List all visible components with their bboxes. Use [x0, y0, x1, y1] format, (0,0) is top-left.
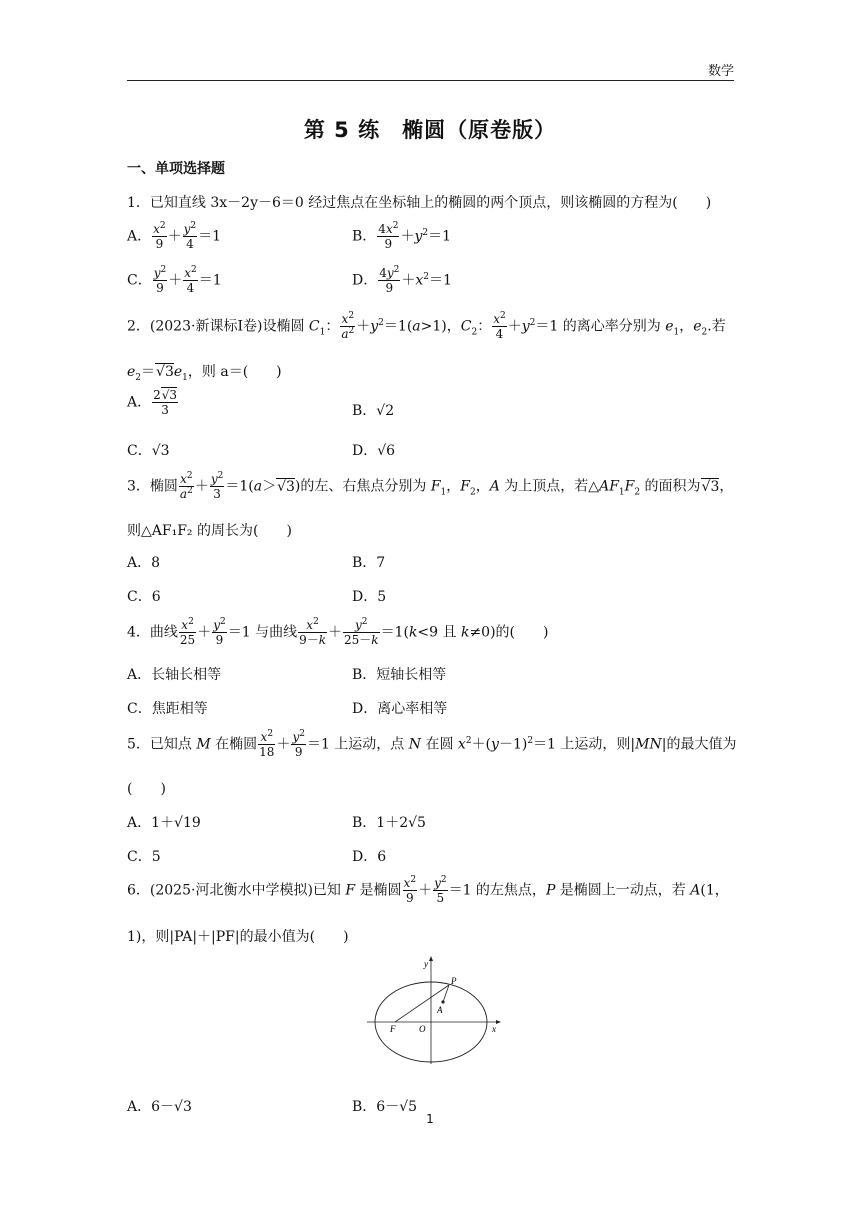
q5-option-d: D．6: [352, 849, 387, 865]
q4-option-d: D．离心率相等: [352, 701, 448, 717]
page-title: 第 5 练 椭圆（原卷版）: [303, 118, 557, 142]
q6-option-b: B．6－√5: [352, 1099, 418, 1115]
q1-option-b: B． $\frac{4x^2}{9}$ $+y^2=1$: [352, 221, 452, 251]
q2-stem-line2: $e_2=√$ $3e_1$，则 a＝( ): [127, 361, 282, 381]
q1-option-d: D． $\frac{4y^2}{9}$ $+x^2=1$: [352, 265, 452, 295]
q2-option-a: A． $\frac{2√ 3}{3}$: [127, 388, 179, 417]
q5-stem: 5．已知点 M 在椭圆 $\frac{x^2}{18}$ ＋ $\frac{y^2}{9}$ ＝1 上运动，点 N 在圆 $x^2+(y-1)^2=1$ 上运动，则|MN|的最大值为: [127, 729, 737, 759]
q4-option-b: B．短轴长相等: [352, 667, 447, 683]
label-f: F: [390, 1024, 396, 1034]
q1-stem: 1．已知直线 3x－2y－6＝0 经过焦点在坐标轴上的椭圆的两个顶点，则该椭圆的方程为( ): [127, 195, 712, 211]
q2-option-d: D．√6: [352, 443, 396, 459]
header-rule: [127, 80, 734, 81]
q5-option-b: B．1＋2√5: [352, 815, 426, 831]
q3-option-d: D．5: [352, 589, 387, 605]
q5-stem-line2: ( ): [127, 781, 166, 797]
q3-stem: 3．椭圆 $\frac{x^2}{a^2}$ ＋ $\frac{y^2}{3}$ ＝1(a＞√ 3)的左、右焦点分别为 $F_1$，$F_2$，A 为上顶点，若$\triangle AF_1F_2$ 的面积为√ 3，: [127, 472, 733, 501]
q4-option-a: A．长轴长相等: [127, 667, 222, 683]
q4-option-c: C．焦距相等: [127, 701, 208, 717]
page-number: 1: [426, 1112, 434, 1126]
q1-option-c: C． $\frac{y^2}{9}$ ＋ $\frac{x^2}{4}$ ＝1: [127, 265, 222, 295]
q2-stem: 2．(2023·新课标Ⅰ卷)设椭圆 $C_1$： $\frac{x^2}{a^2}$ $+y^2=1(a>1)$，$C_2$： $\frac{x^2}{4}$ $+y^2=1$ 的离心率分别为 $e_1$，$e_2$.若: [127, 311, 726, 341]
label-o: O: [419, 1024, 426, 1034]
label-x: x: [492, 1024, 496, 1034]
q3-option-c: C．6: [127, 589, 161, 605]
label-y: y: [424, 959, 428, 969]
header-subject: 数学: [707, 64, 734, 79]
q3-option-b: B．7: [352, 555, 386, 571]
q5-option-c: C．5: [127, 849, 161, 865]
q6-option-a: A．6－√3: [127, 1099, 192, 1115]
section-heading: 一、单项选择题: [127, 161, 225, 177]
q2-option-b: B．√2: [352, 403, 395, 419]
q6-stem: 6．(2025·河北衡水中学模拟)已知 F 是椭圆 $\frac{x^2}{9}$ ＋ $\frac{y^2}{5}$ ＝1 的左焦点，P 是椭圆上一动点，若 A(1，: [127, 875, 729, 905]
q6-stem-line2: 1)，则|PA|＋|PF|的最小值为( ): [127, 929, 349, 945]
label-a: A: [437, 1005, 443, 1015]
q3-option-a: A．8: [127, 555, 161, 571]
q4-stem: 4．曲线 $\frac{x^2}{25}$ ＋ $\frac{y^2}{9}$ ＝1 与曲线 $\frac{x^2}{9-k}$ ＋ $\frac{y^2}{25-k}$ ＝1(k<9 且 k≠0)的( ): [127, 617, 549, 647]
ellipse-figure: [365, 956, 505, 1070]
q2-option-c: C．√3: [127, 443, 170, 459]
label-p: P: [451, 976, 457, 986]
q1-option-a: A． $\frac{x^2}{9}$ ＋ $\frac{y^2}{4}$ ＝1: [127, 221, 222, 251]
q5-option-a: A．1＋√19: [127, 815, 201, 831]
q3-stem-line2: 则△AF₁F₂ 的周长为( ): [127, 523, 292, 539]
